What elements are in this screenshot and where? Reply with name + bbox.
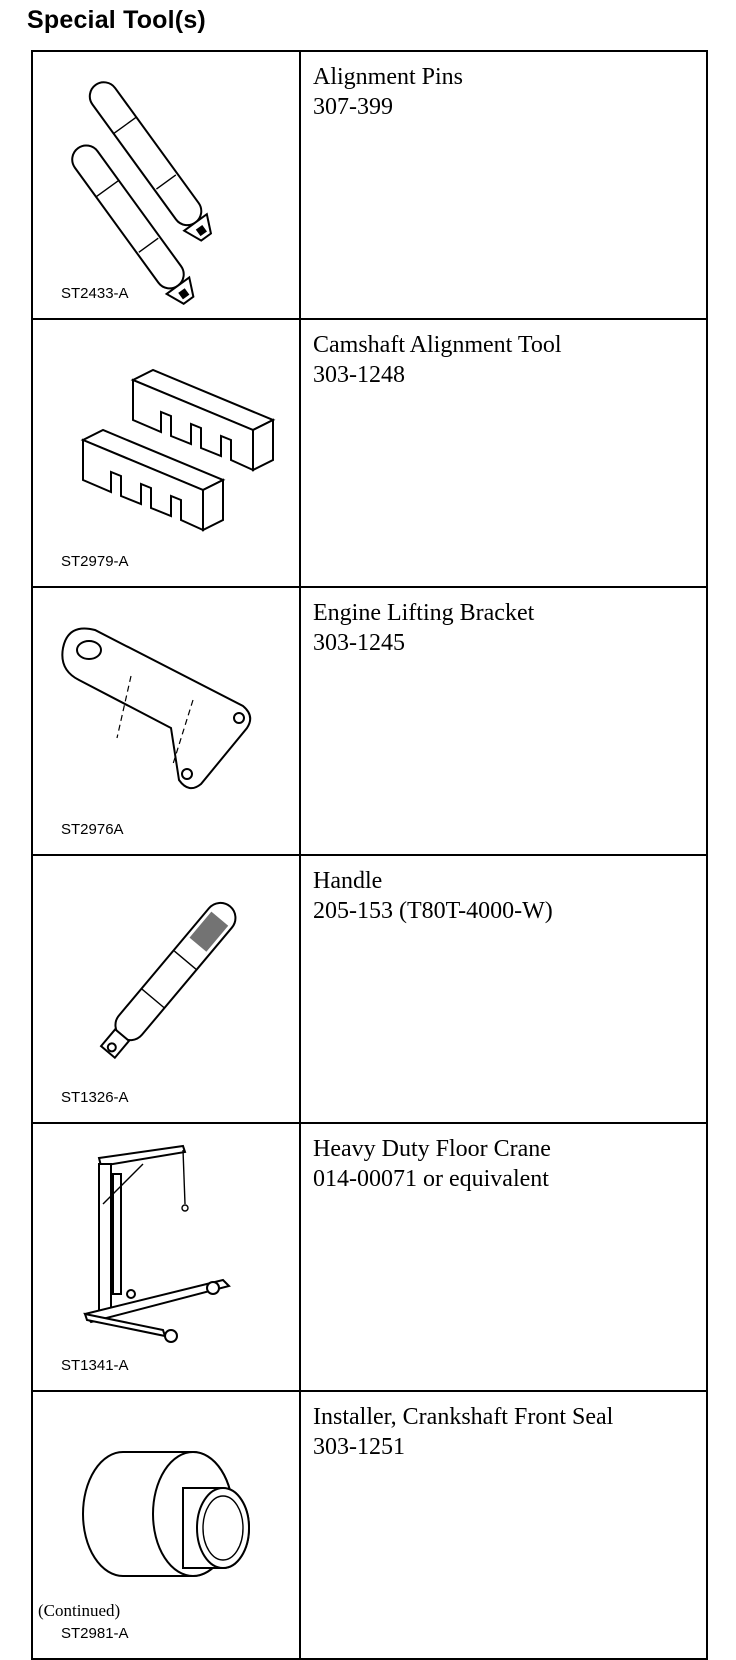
tool-illustration-cell bbox=[32, 51, 300, 319]
tool-number: 205-153 (T80T-4000-W) bbox=[313, 898, 553, 924]
tool-illustration-cell bbox=[32, 319, 300, 587]
tool-description-cell bbox=[300, 1123, 707, 1391]
table-row bbox=[32, 1391, 707, 1659]
tool-name: Alignment Pins bbox=[313, 64, 464, 90]
tool-name: Engine Lifting Bracket bbox=[313, 600, 535, 626]
engine-lifting-bracket-icon bbox=[33, 588, 299, 844]
tool-image-code: ST2976A bbox=[61, 821, 124, 838]
table-row bbox=[32, 1123, 707, 1391]
special-tools-table bbox=[31, 50, 708, 1660]
handle-icon bbox=[33, 856, 299, 1112]
table-row bbox=[32, 855, 707, 1123]
tool-number: 303-1251 bbox=[313, 1434, 405, 1460]
camshaft-alignment-tool-icon bbox=[33, 320, 299, 576]
tool-number: 307-399 bbox=[313, 94, 393, 120]
tool-number: 303-1245 bbox=[313, 630, 405, 656]
tool-illustration-cell bbox=[32, 855, 300, 1123]
table-row bbox=[32, 587, 707, 855]
tool-name: Heavy Duty Floor Crane bbox=[313, 1136, 551, 1162]
tool-number: 014-00071 or equivalent bbox=[313, 1166, 549, 1192]
tool-description-cell bbox=[300, 587, 707, 855]
tool-illustration-cell bbox=[32, 1123, 300, 1391]
tool-image-code: ST2979-A bbox=[61, 553, 129, 570]
tool-description-cell bbox=[300, 1391, 707, 1659]
floor-crane-icon bbox=[33, 1124, 299, 1380]
tool-image-code: ST2981-A bbox=[61, 1625, 129, 1642]
tool-image-code: ST2433-A bbox=[61, 285, 129, 302]
continued-note: (Continued) bbox=[38, 1601, 121, 1620]
tool-number: 303-1248 bbox=[313, 362, 405, 388]
tool-illustration-cell bbox=[32, 587, 300, 855]
alignment-pins-icon bbox=[33, 52, 299, 308]
table-row bbox=[32, 319, 707, 587]
tool-description-cell bbox=[300, 855, 707, 1123]
tool-name: Handle bbox=[313, 868, 383, 894]
page-title: Special Tool(s) bbox=[27, 6, 206, 34]
tool-description-cell bbox=[300, 51, 707, 319]
table-row bbox=[32, 51, 707, 319]
tool-description-cell bbox=[300, 319, 707, 587]
tool-image-code: ST1341-A bbox=[61, 1357, 129, 1374]
tool-image-code: ST1326-A bbox=[61, 1089, 129, 1106]
tool-name: Installer, Crankshaft Front Seal bbox=[313, 1404, 614, 1430]
tool-name: Camshaft Alignment Tool bbox=[313, 332, 562, 358]
